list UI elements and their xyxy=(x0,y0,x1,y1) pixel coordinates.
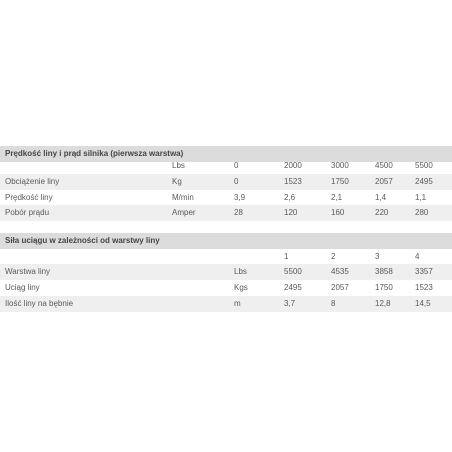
table-row xyxy=(0,280,452,296)
table1-cell: 1750 xyxy=(331,177,349,186)
table2-title: Siła uciągu w zależności od warstwy liny xyxy=(5,236,160,245)
table1-cell: Kg xyxy=(172,177,182,186)
table-row xyxy=(0,249,452,265)
table2-cell: 4 xyxy=(415,252,420,261)
table2-cell: 1 xyxy=(284,252,289,261)
table1-cell: 1,1 xyxy=(415,193,427,202)
table1-cell: Obciążenie liny xyxy=(5,177,60,186)
table2-cell: 12,8 xyxy=(375,299,391,308)
table1-cell: 3000 xyxy=(331,161,349,170)
table2-cell: 8 xyxy=(331,299,336,308)
table2-cell: 2495 xyxy=(284,283,302,292)
table1-cell: 220 xyxy=(375,208,389,217)
table1-cell: 160 xyxy=(331,208,345,217)
table2-cell: 3858 xyxy=(375,267,393,276)
table2-cell: 2 xyxy=(331,252,336,261)
table1-cell: Prędkość liny xyxy=(5,193,53,202)
table-row xyxy=(0,205,452,221)
table1-cell: 5500 xyxy=(415,161,433,170)
table2-cell: 3357 xyxy=(415,267,433,276)
table-row xyxy=(0,158,452,174)
table-row xyxy=(0,264,452,280)
table2-title-bar xyxy=(0,233,452,249)
table1-cell: 0 xyxy=(234,177,239,186)
table2-cell: 3,7 xyxy=(284,299,296,308)
table-row xyxy=(0,296,452,312)
table1-cell: 2495 xyxy=(415,177,433,186)
table2-cell: 5500 xyxy=(284,267,302,276)
table1-cell: 2057 xyxy=(375,177,393,186)
table2-cell: Lbs xyxy=(234,267,247,276)
table2-cell: m xyxy=(234,299,241,308)
table1-cell: Lbs xyxy=(172,161,185,170)
table2-cell: Warstwa liny xyxy=(5,267,51,276)
table1-cell: 0 xyxy=(234,161,239,170)
table1-cell: Amper xyxy=(172,208,196,217)
table2-cell: 3 xyxy=(375,252,380,261)
table2-cell: Kgs xyxy=(234,283,248,292)
table1-cell: 4500 xyxy=(375,161,393,170)
table2-cell: Uciąg liny xyxy=(5,283,40,292)
table1-cell: 1523 xyxy=(284,177,302,186)
table1-cell: 2,6 xyxy=(284,193,296,202)
table1-cell: 28 xyxy=(234,208,243,217)
table2-cell: Ilość liny na bębnie xyxy=(5,299,74,308)
table1-cell: 3,9 xyxy=(234,193,246,202)
table2-cell: 2057 xyxy=(331,283,349,292)
table2-cell: 14,5 xyxy=(415,299,431,308)
table1-cell: 120 xyxy=(284,208,298,217)
table1-cell: M/min xyxy=(172,193,194,202)
table1-cell: 2,1 xyxy=(331,193,343,202)
table1-title: Prędkość liny i prąd silnika (pierwsza warstwa) xyxy=(5,149,184,158)
table2-cell: 4535 xyxy=(331,267,349,276)
table-row xyxy=(0,190,452,206)
table1-cell: 1,4 xyxy=(375,193,387,202)
table-row xyxy=(0,174,452,190)
table2-cell: 1750 xyxy=(375,283,393,292)
table1-cell: Pobór prądu xyxy=(5,208,50,217)
table2-cell: 1523 xyxy=(415,283,433,292)
table1-cell: 2000 xyxy=(284,161,302,170)
table1-cell: 280 xyxy=(415,208,429,217)
